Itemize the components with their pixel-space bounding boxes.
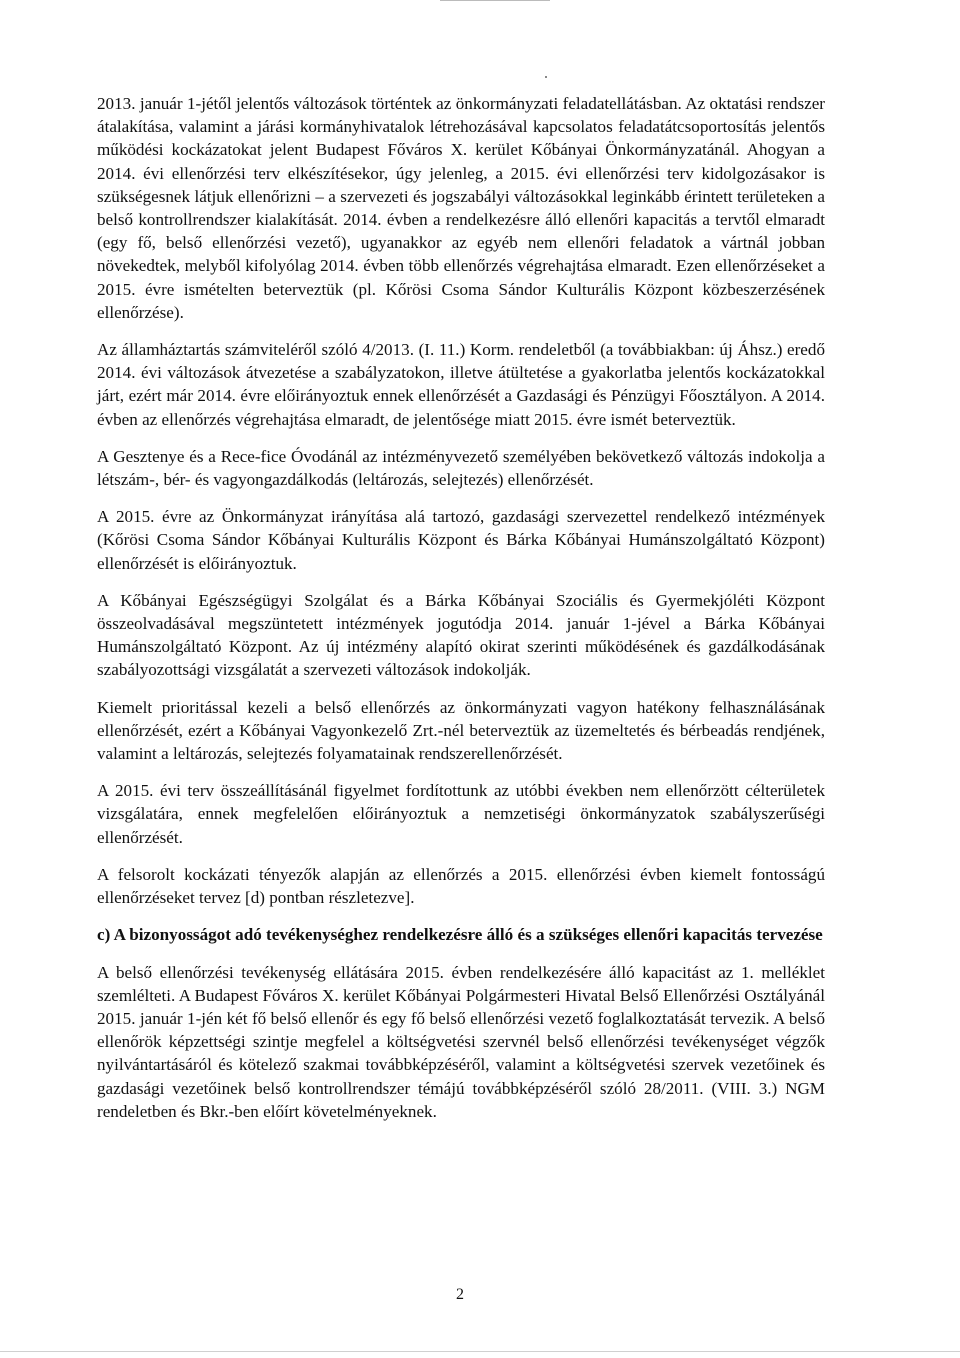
section-heading: c) A bizonyosságot adó tevékenységhez rendelkezésre álló és a szükséges ellenőri kapacitás tervezése <box>97 925 823 945</box>
paragraph-capacity: A belső ellenőrzési tevékenység ellátására 2015. évben rendelkezésére álló kapacitást az 1. melléklet szemlélteti. A Budapest Főváros X. kerület Kőbányai Polgármesteri Hivatal Belső Ellenőrzési Osztályánál 2015. január 1-jén két fő belső ellenőr és egy fő belső ellenőrzési vezető foglalkoztatását tervezik. A belső ellenőrök képzettségi szintje megfelel a költségvetési szervnél belső ellenőrzési tevékenységet végzők nyilvántartásáról és kötelező szakmai továbbképzéséről, valamint a költségvetési szervek vezetőinek és gazdasági vezetőinek belső kontrollrendszer témájú továbbképzéséről szóló 28/2011. (VIII. 3.) NGM rendeletben és Bkr.-ben előírt követelményeknek. <box>97 962 825 1121</box>
paragraph-ahsz-changes: Az államháztartás számviteléről szóló 4/2013. (I. 11.) Korm. rendeletből (a továbbiakban: új Áhsz.) eredő 2014. évi változások átvezetése a szabályzatokon, illetve átültetése a gyakorlatba jelentős kockázatokkal járt, ezért már 2014. évre előirányoztuk ennek ellenőrzését a Gazdasági és Pénzügyi Főosztályon. A 2014. évben az ellenőrzés végrehajtása elmaradt, de jelentősége miatt 2015. évre ismét beterveztük. <box>97 340 825 429</box>
paragraph-institutions: A 2015. évre az Önkormányzat irányítása alá tartozó, gazdasági szervezettel rendelkező intézmények (Kőrösi Csoma Sándor Kőbányai Kulturális Központ és Bárka Kőbányai Humánszolgáltató Központ) ellenőrzését is előirányoztuk. <box>97 507 825 573</box>
scan-edge-bottom <box>0 1351 960 1352</box>
paragraph-merger: A Kőbányai Egészségügyi Szolgálat és a Bárka Kőbányai Szociális és Gyermekjóléti Központ összeolvadásával megszüntetett intézmények jogutódja 2014. január 1-jével a Bárka Kőbányai Humánszolgáltató Központ. Az új intézmény alapító okirat szerinti működésének és gazdálkodásának szabályozottsági vizsgálatát a szervezeti változások indokolják. <box>97 590 825 680</box>
paragraph-target-areas: A 2015. évi terv összeállításánál figyelmet fordítottunk az utóbbi években nem ellenőrzött célterületek vizsgálatára, ennek megfelelően előirányoztuk a nemzetiségi önkormányzatok szabályszerűségi ellenőrzését. <box>97 781 825 847</box>
document-page <box>97 92 825 1137</box>
page-number: 2 <box>456 1286 464 1303</box>
paragraph-kindergarten: A Gesztenye és a Rece-fice Óvodánál az intézményvezető személyében bekövetkező változás indokolja a létszám-, bér- és vagyongazdálkodás (leltározás, selejtezés) ellenőrzését. <box>97 446 825 490</box>
paragraph-asset-management: Kiemelt prioritással kezeli a belső ellenőrzés az önkormányzati vagyon hatékony felhasználásának ellenőrzését, ezért a Kőbányai Vagyonkezelő Zrt.-nél beterveztük az üzemeltetés és bérbeadás rendjének, valamint a leltározás, selejtezés folyamatainak rendszerellenőrzését. <box>97 697 825 764</box>
paragraph-risk-factors: A felsorolt kockázati tényezők alapján az ellenőrzés a 2015. ellenőrzési évben kiemelt fontosságú ellenőrzéseket tervez [d) pontban részletezve]. <box>97 864 825 908</box>
paragraph-reorganization-risks: 2013. január 1-jétől jelentős változások történtek az önkormányzati feladatellátásban. Az oktatási rendszer átalakítása, valamint a járási kormányhivatalok létrehozásával kapcsolatos feladatátcsoportosítás jelentős működési kockázatokat jelent Budapest Főváros X. kerület Kőbányai Önkormányzatánál. Ahogyan a 2014. évi ellenőrzési terv elkészítésekor, úgy jelenleg, a 2015. évi ellenőrzési terv kidolgozásakor is szükségesnek látjuk ellenőrizni – a szervezeti és jogszabályi változásokkal leginkább érintett területeken a belső kontrollrendszer kialakítását. 2014. évben a rendelkezésre álló ellenőri kapacitás a tervtől elmaradt (egy fő, belső ellenőrzési vezető), ugyanakkor az egyéb nem ellenőri feladatok a vártnál jobban növekedtek, melyből kifolyólag 2014. évben több ellenőrzés végrehajtása elmaradt. Ezen ellenőrzéseket a 2015. évre ismételten beterveztük (pl. Kőrösi Csoma Sándor Kulturális Központ közbeszerzésének ellenőrzése). <box>97 94 825 322</box>
scan-edge-top <box>440 0 550 1</box>
scan-speck <box>545 76 547 78</box>
